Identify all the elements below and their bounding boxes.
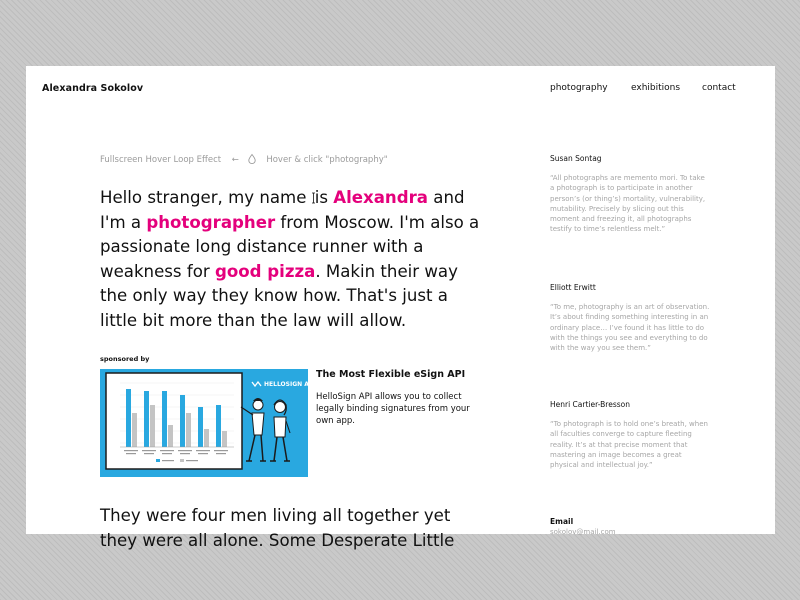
- quote-text-cartier-bresson: “To photograph is to hold one’s breath, when all faculties converge to capture fleeting reality. It’s at that precise moment that mastering an image becomes a great physical and intellectual joy.”: [550, 420, 708, 470]
- intro-text-2: is: [314, 188, 334, 207]
- quote-text-erwitt: “To me, photography is an art of observation. It’s about finding something interesting in an ordinary place… I’ve found it has little to do with the things you see and everything to do with the way you see them.”: [550, 303, 710, 353]
- ad-description: HelloSign API allows you to collect legally binding signatures from your own app.: [316, 392, 470, 426]
- ad-title[interactable]: The Most Flexible eSign API: [316, 369, 466, 380]
- quote-author-cartier-bresson: Henri Cartier-Bresson: [550, 400, 630, 409]
- intro-text-3: and I'm a: [100, 188, 465, 232]
- highlight-photographer[interactable]: photographer: [146, 212, 276, 232]
- arrow-left-icon: ←: [231, 155, 239, 165]
- breadcrumb-hint: Hover & click "photography": [266, 155, 388, 165]
- listener-figure-icon: [270, 400, 290, 461]
- intro-text-5: . Makin their way the only way they know how. That's just a little bit more than the law will allow.: [100, 261, 458, 330]
- page: [26, 66, 775, 550]
- lower-paragraph: They were four men living all together yet they were all alone. Some Desperate Little: [100, 506, 455, 550]
- quote-text-sontag: “All photographs are memento mori. To take a photograph is to participate in another person’s (or thing’s) mortality, vulnerability, mutability. Precisely by slicing out this moment and freezing it, all photographs testify to time’s relentless melt.”: [550, 174, 706, 234]
- ad-image[interactable]: [100, 369, 316, 477]
- nav-exhibitions[interactable]: exhibitions: [631, 83, 681, 93]
- quote-author-erwitt: Elliott Erwitt: [550, 283, 596, 292]
- intro-text-1: Hello stranger, my name: [100, 188, 312, 207]
- intro-paragraph: [100, 186, 480, 333]
- ad-illustration: [100, 369, 316, 477]
- nav-contact[interactable]: contact: [702, 83, 736, 93]
- breadcrumb-demo-link[interactable]: Fullscreen Hover Loop Effect: [100, 155, 222, 165]
- email-label: Email: [550, 517, 574, 526]
- highlight-pizza: good pizza: [214, 261, 316, 281]
- banner-text: HELLOSIGN API: [264, 381, 316, 388]
- nav-photography[interactable]: photography: [550, 83, 608, 93]
- highlight-name: Alexandra: [333, 188, 428, 207]
- presenter-figure-icon: [241, 398, 266, 461]
- intro-text-4: from Moscow. I'm also a passionate long distance runner with a weakness for: [100, 212, 480, 281]
- quote-author-sontag: Susan Sontag: [550, 154, 602, 163]
- sponsored-label: sponsored by: [100, 355, 150, 363]
- drop-icon: [248, 154, 256, 164]
- site-brand[interactable]: Alexandra Sokolov: [42, 83, 144, 94]
- breadcrumb: [100, 154, 388, 165]
- email-link[interactable]: sokolov@mail.com: [550, 528, 616, 536]
- hellosign-logo-icon: [252, 382, 261, 386]
